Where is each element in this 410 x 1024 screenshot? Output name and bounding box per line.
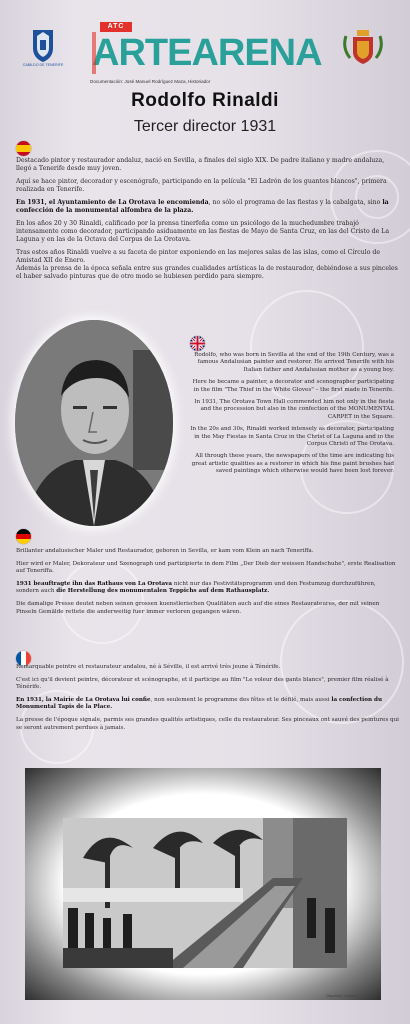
flower-carpet-historic-photo bbox=[63, 818, 347, 968]
de-paragraph: Brillanter andalusischer Maler und Restaurador, geboren in Sevilla, er kam vom Klein an nach Teneriffa. bbox=[16, 548, 314, 554]
german-text-section bbox=[16, 548, 400, 621]
germany-flag-icon bbox=[16, 529, 31, 544]
uk-flag-icon bbox=[190, 336, 205, 351]
cabildo-crest-logo bbox=[24, 26, 62, 70]
photo-credit: Dispositor: Orotava bbox=[326, 994, 357, 998]
fr-paragraph: Remarquable peintre et restaurateur andalou, né à Séville, il est arrivé très jeune à Ténérife. bbox=[16, 664, 281, 670]
es-paragraph: Además la prensa de la época señala entre sus grandes cualidades artísticas la de restaurador, debiéndose a sus pinceles el haber salvado pinturas que de otro modo se hubiesen perdido para siempre. bbox=[16, 265, 398, 280]
en-paragraph: All through these years, the newspapers of the time are indicating his great artistic qualities as a restorer in which his fine paint brushes had saved paintings which otherwise would have been lost forever. bbox=[191, 453, 394, 475]
fr-paragraph: La presse de l'époque signale, parmis ses grandes qualités artistiques, celle du restaurateur. Ses pinceaux ont sauvé des peintures qui se seront autrement perdues à jamais. bbox=[16, 716, 399, 731]
logo-color-accent bbox=[92, 32, 136, 74]
en-paragraph: Rodolfo, who was born in Sevilla at the end of the 19th Century, was a famous Andalusian painter and restorer. He arrived Tenerife with his Italian father and Andalusian mother as a young boy. bbox=[194, 352, 394, 373]
spain-flag-icon bbox=[16, 141, 31, 156]
es-paragraph: En los años 20 y 30 Rinaldi, calificado por la prensa tinerfeña como un psicólogo de la muchedumbre trabajó intensamente como decorador, participando asiduamente en las fiestas de Mayo de Santa Cruz, en las del Cristo de La Laguna y en las de la Octava del Corpus de La Orotava. bbox=[16, 220, 390, 243]
french-text-section bbox=[16, 664, 400, 737]
logo-main-text: ARTEARENA bbox=[92, 32, 322, 74]
de-paragraph: Die damalige Presse deutet neben seinen grossen kuenstlerischen Qualitäten auch auf die eines Restaurateures, der mit seinen Pinseln Gemälde rettete die anderweitig fuer immer verloren gegangen wären. bbox=[16, 600, 380, 615]
english-text-section bbox=[188, 352, 394, 481]
person-role-subtitle: Tercer director 1931 bbox=[133, 118, 277, 135]
fr-paragraph: En 1931, la Mairie de La Orotava lui confie, non seulement le programme des fêtes et le défilé, mais aussi la confection du Monumental Tapis de la Place. bbox=[16, 696, 383, 711]
es-paragraph: Aquí se hace pintor, decorador y escenógrafo, participando en la película "El Ladrón de los guantes blancos", primera realizada en Tenerife. bbox=[16, 178, 387, 193]
spanish-text-section bbox=[16, 157, 400, 286]
de-paragraph: 1931 beauftragte ihn das Rathaus von La Orotava nicht nur das Festivitätsprogramm und den Festumzug durchzuführen, sondern auch die Herstellung des monumentalen Teppichs auf dem Rathausplatz. bbox=[16, 580, 376, 595]
person-name-title: Rodolfo Rinaldi bbox=[131, 90, 279, 111]
fr-paragraph: C'est ici qu'il devient peintre, décorateur et scénographe, et il participe au film "Le voleur des gants blancs", premier film réalisé à Ténérife. bbox=[16, 676, 389, 691]
es-paragraph: Destacado pintor y restaurador andaluz, nació en Sevilla, a finales del siglo XIX. De padre italiano y madre andaluza, llegó a Tenerife desde muy joven. bbox=[16, 157, 385, 172]
orotava-coat-of-arms bbox=[340, 28, 386, 68]
es-paragraph: En 1931, el Ayuntamiento de La Orotava le encomienda, no sólo el programa de las fiestas y la cabalgata, sino la confección de la monumental alfombra de la plaza. bbox=[16, 199, 389, 214]
documentation-credit: Documentación: José Manuel Rodríguez Maza, Historiador bbox=[90, 79, 211, 84]
en-paragraph: Here he became a painter, a decorator and scenographer participating in the film "The Thief in the White Gloves" – the first made in Tenerife. bbox=[192, 379, 394, 393]
artearena-logo bbox=[92, 22, 320, 74]
rinaldi-portrait-photo bbox=[15, 320, 173, 526]
en-paragraph: In 1931, The Orotava Town Hall commended him not only in the fiesta and the procession but also in the confection of the MONUMENTAL CARPET in the Square. bbox=[194, 399, 394, 420]
crest-caption: CABILDO DE TENERIFE bbox=[22, 63, 64, 67]
en-paragraph: In the 20s and 30s, Rinaldi worked intensely as decorator, participating in the May Fiestas in Santa Cruz in the Christ of La Laguna and in the Corpus Christi of The Orotava. bbox=[190, 426, 394, 448]
de-paragraph: Hier wird er Maler, Dekorateur und Szenograph und partizipierte in dem Film „Der Dieb der weissen Handschuhe", erste Realisation auf Teneriffa. bbox=[16, 560, 396, 575]
logo-small-text: ATC bbox=[100, 22, 132, 32]
es-paragraph: Tras estos años Rinaldi vuelve a su faceta de pintor exponiendo en las mejores salas de las islas, como el Círculo de Amistad XII de Enero. bbox=[16, 249, 381, 264]
